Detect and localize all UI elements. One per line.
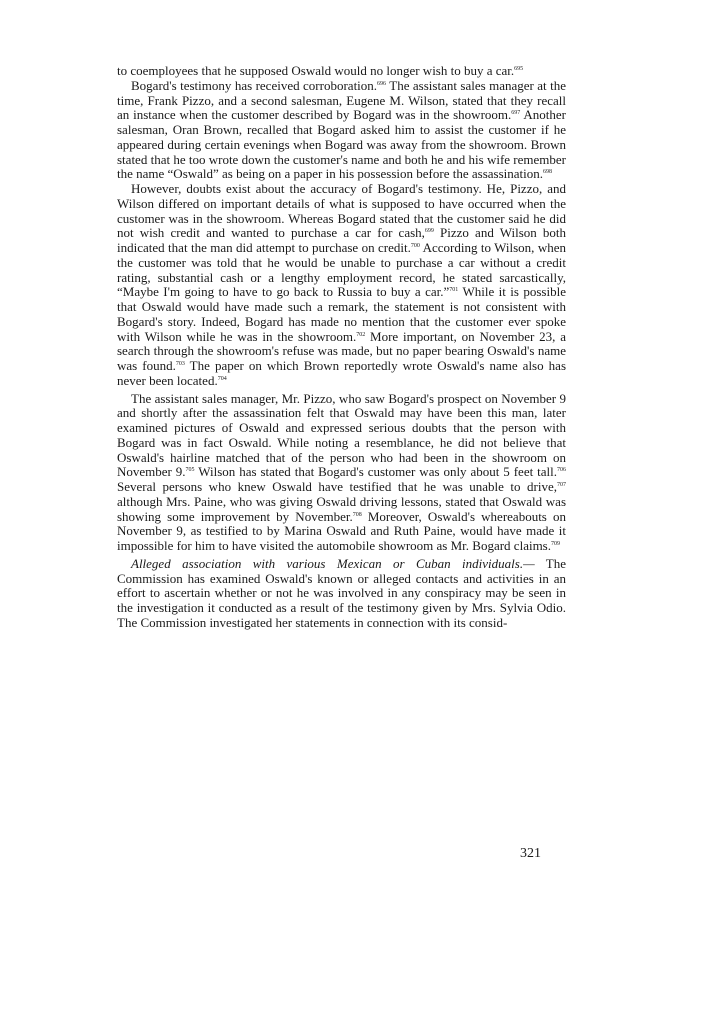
footnote-marker: 708 [352, 511, 362, 518]
sentence: although Mrs. Paine, who was giving Oswald driving lessons, stated that Oswald was showing some improvement by November. [117, 493, 566, 524]
footnote-marker: 709 [551, 541, 560, 547]
paragraph [117, 392, 566, 554]
sentence: However, doubts exist about the accuracy of Bogard's testimony. He, Pizzo, and Wilson differed on important details of what is supposed to have occurred when the customer was in the showroom. Whereas Bogard stated that the customer said he did not wish credit and wanted to purchase a car for cash, [117, 181, 566, 241]
paragraph [117, 64, 566, 79]
sentence: The paper on which Brown reportedly wrote Oswald's name also has never been located. [117, 358, 566, 388]
sentence: Another salesman, Oran Brown, recalled that Bogard asked him to assist the customer if he appeared during certain evenings when Bogard was away from the showroom. Brown stated that he too wrote down the customer's name and both he and his wife remember the name “Oswald” as being on a paper in his possession before the assassination. [117, 107, 566, 182]
page-number: 321 [520, 846, 541, 861]
paragraph-text: The Commission has examined Oswald's known or alleged contacts and activities in an effort to ascertain whether or not he was involved in any conspiracy may be seen in the investigation it conducted as a result of the testimony given by Mrs. Sylvia Odio. The Commission investigated her statements in connection with its consid- [117, 555, 566, 630]
sentence: Moreover, Oswald's whereabouts on November 9, as testified to by Marina Oswald and Ruth Paine, would have made it impossible for him to have visited the automobile showroom as Mr. Bogard claims. [117, 508, 566, 553]
footnote-marker: 695 [514, 66, 524, 72]
footnote-marker: 704 [217, 375, 227, 382]
paragraph-text: to coemployees that he supposed Oswald would no longer wish to buy a car. [117, 63, 515, 78]
sentence: Several persons who knew Oswald have testified that he was unable to drive, [117, 479, 557, 494]
sentence: The assistant sales manager at the time, Frank Pizzo, and a second salesman, Eugene M. Wilson, stated that they recall an instance when the customer described by Bogard was in the showroom. [117, 77, 566, 123]
footnote-marker: 703 [175, 361, 185, 367]
footnote-marker: 702 [356, 331, 366, 338]
body-text [117, 64, 566, 631]
footnote-marker: 698 [543, 169, 553, 176]
paragraph [117, 557, 566, 631]
sentence: Bogard's testimony has received corroboration. [131, 77, 378, 93]
footnote-marker: 705 [185, 467, 195, 474]
footnote-marker: 701 [449, 287, 459, 294]
section-heading: Alleged association with various Mexican or Cuban individuals.— [131, 555, 535, 571]
footnote-marker: 707 [557, 482, 566, 488]
paragraph [117, 182, 566, 389]
sentence: The assistant sales manager, Mr. Pizzo, who saw Bogard's prospect on November 9 and shortly after the assassination felt that Oswald may have been this man, later examined pictures of Oswald and expressed serious doubts that the person with Bogard was in fact Oswald. While noting a resemblance, he did not believe that Oswald's hairline matched that of the person who had been in the showroom on November 9. [117, 390, 566, 480]
sentence: Pizzo and Wilson both indicated that the man did attempt to purchase on credit. [117, 225, 567, 255]
footnote-marker: 700 [410, 243, 420, 249]
sentence: Wilson has stated that Bogard's customer was only about 5 feet tall. [194, 464, 557, 480]
sentence: According to Wilson, when the customer was told that he would be unable to purchase a car without a credit rating, substantial cash or a lengthy employment record, he stated sarcastically, “Maybe I'm going to have to go back to Russia to buy a car.” [117, 240, 566, 300]
sentence: More important, on November 23, a search through the showroom's refuse was made, but no paper bearing Oswald's name was found. [117, 328, 567, 373]
paragraph [117, 79, 566, 182]
footnote-marker: 706 [556, 467, 566, 474]
footnote-marker: 699 [424, 228, 434, 235]
footnote-marker: 696 [377, 80, 387, 87]
footnote-marker: 697 [511, 110, 521, 117]
sentence: While it is possible that Oswald would have made such a remark, the statement is not consistent with Bogard's story. Indeed, Bogard has made no mention that the customer ever spoke with Wilson while he was in the showroom. [117, 284, 566, 344]
